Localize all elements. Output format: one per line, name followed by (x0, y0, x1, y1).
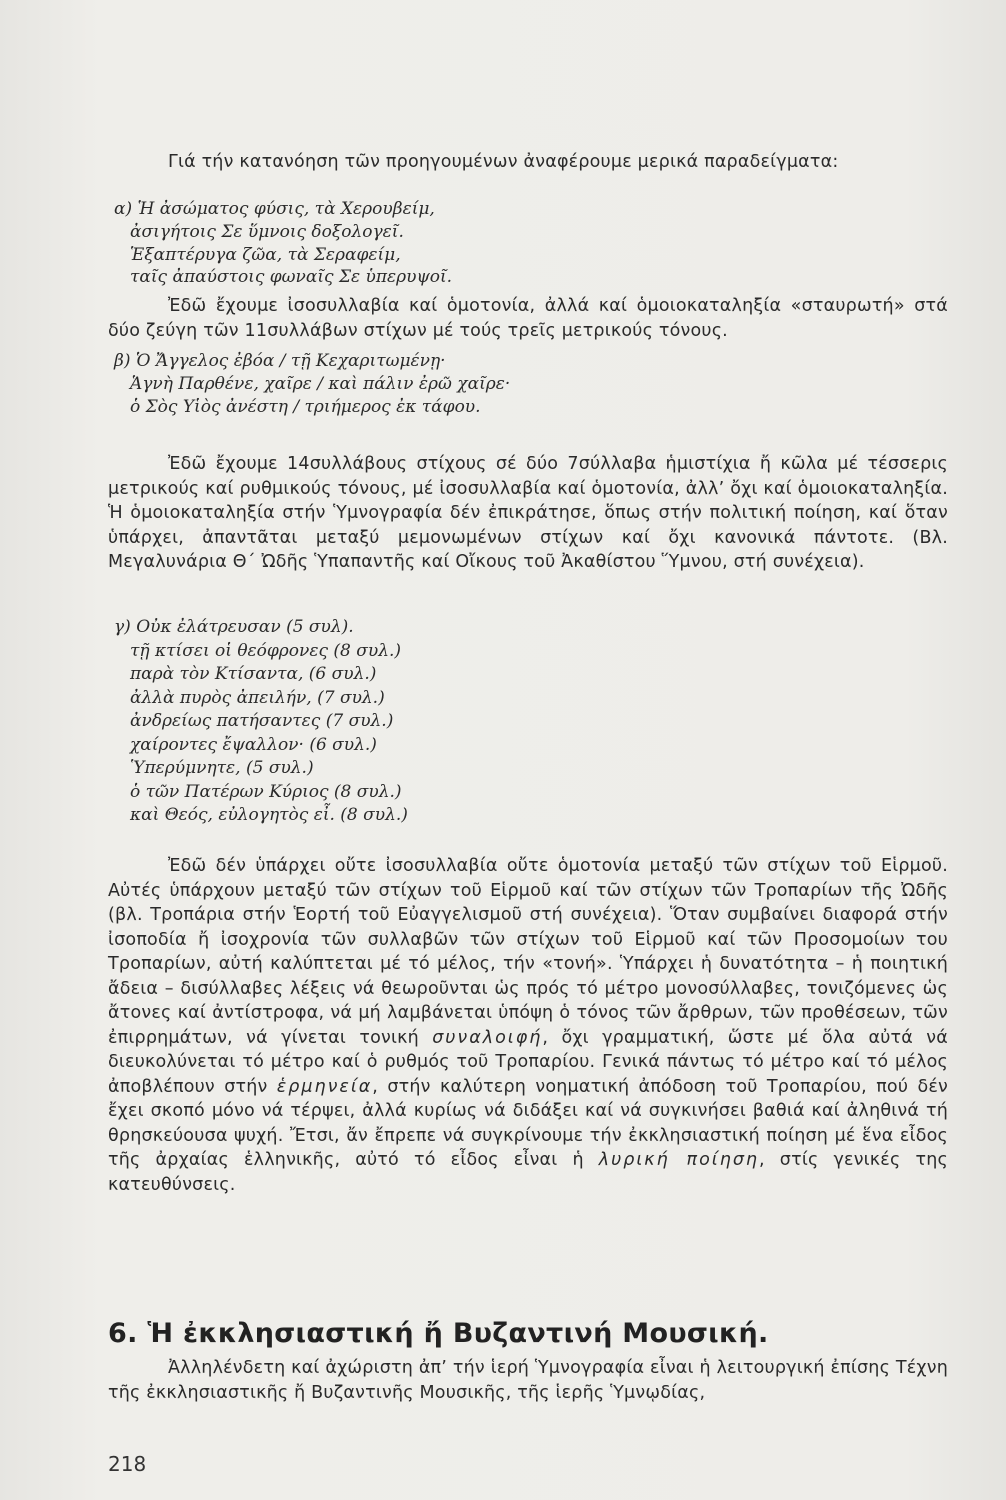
paragraph-3 (108, 854, 948, 1197)
example-b-line-2: Ἁγνὴ Παρθένε, χαῖρε / καὶ πάλιν ἐρῶ χαῖρε· (130, 373, 511, 394)
intro-paragraph (108, 150, 948, 175)
example-c-line-3: παρὰ τὸν Κτίσαντα, (6 συλ.) (130, 664, 377, 684)
paragraph-1-text: Ἐδῶ ἔχουμε ἰσοσυλλαβία καί ὁμοτονία, ἀλλά καί ὁμοιοκαταληξία «σταυρωτή» στά δύο ζεύγη τῶν 11συλλάβων στίχων μέ τούς τρεῖς μετρικούς τόνους. (108, 296, 948, 341)
paragraph-1 (108, 294, 948, 343)
paragraph-4-text: Ἀλληλένδετη καί ἀχώριστη ἀπ’ τήν ἱερή Ὑμνογραφία εἶναι ἡ λειτουργική ἐπίσης Τέχνη τῆς ἐκκλησιαστικῆς ἤ Βυζαντινῆς Μουσικῆς, τῆς ἱερῆς Ὑμνῳδίας, (108, 1358, 948, 1403)
emphasis-ermineia: ἑρμηνεία (276, 1076, 373, 1097)
example-c-line-6: χαίροντες ἔψαλλον· (6 συλ.) (130, 734, 377, 755)
section-heading: 6. Ἡ ἐκκλησιαστική ἤ Βυζαντινή Μουσική. (108, 1318, 769, 1349)
paragraph-4 (108, 1356, 948, 1405)
paragraph-2-text: Ἐδῶ ἔχουμε 14συλλάβους στίχους σέ δύο 7σύλλαβα ἡμιστίχια ἤ κῶλα μέ τέσσερις μετρικούς καί ρυθμικούς τόνους, μέ ἰσοσυλλαβία καί ὁμοτονία, ἀλλ’ ὄχι καί ὁμοιοκαταληξία. Ἡ ὁμοιοκαταληξία στήν Ὑμνογραφία δέν ἐπικράτησε, ὅπως στήν πολιτική ποίηση, καί ὅταν ὑπάρχει, ἀπαντᾶται μεταξύ μεμονωμένων στίχων καί ὄχι κανονικά πάντοτε. (Βλ. Μεγαλυνάρια Θ΄ Ὠδῆς Ὑπαπαντῆς καί Οἴκους τοῦ Ἀκαθίστου Ὕμνου, στή συνέχεια). (108, 454, 948, 572)
example-a-line-2: ἀσιγήτοις Σε ὕμνοις δοξολογεῖ. (130, 221, 404, 242)
example-b-line-1: β) Ὁ Ἄγγελος ἐβόα / τῇ Κεχαριτωμένῃ· (114, 351, 446, 371)
example-c (114, 616, 954, 828)
example-a-line-1: α) Ἡ ἀσώματος φύσις, τὰ Χερουβείμ, (114, 199, 435, 219)
example-c-line-2: τῇ κτίσει οἱ θεόφρονες (8 συλ.) (130, 640, 402, 661)
paragraph-3-part-4: , στίς γενικές της κατευθύνσεις. (108, 1150, 948, 1195)
example-c-line-4: ἀλλὰ πυρὸς ἀπειλήν, (7 συλ.) (130, 687, 385, 708)
example-b (114, 350, 954, 418)
emphasis-lyriki-poiisi: λυρική ποίηση (598, 1150, 759, 1170)
example-c-line-7: Ὑπερύμνητε, (5 συλ.) (130, 758, 314, 778)
paragraph-3-text (108, 854, 948, 1197)
example-c-line-9: καὶ Θεός, εὐλογητὸς εἶ. (8 συλ.) (130, 805, 408, 825)
example-a (114, 198, 954, 289)
page-number: 218 (108, 1452, 147, 1476)
intro-text: Γιά τήν κατανόηση τῶν προηγουμένων ἀναφέρουμε μερικά παραδείγματα: (168, 152, 839, 172)
example-c-line-8: ὁ τῶν Πατέρων Κύριος (8 συλ.) (130, 781, 402, 802)
example-c-line-5: ἀνδρείως πατήσαντες (7 συλ.) (130, 711, 394, 731)
example-c-line-1: γ) Οὐκ ἐλάτρευσαν (5 συλ). (114, 617, 354, 637)
example-b-line-3: ὁ Σὸς Υἱὸς ἀνέστη / τριήμερος ἐκ τάφου. (130, 396, 481, 417)
paragraph-3-part-1: Ἐδῶ δέν ὑπάρχει οὔτε ἰσοσυλλαβία οὔτε ὁμοτονία μεταξύ τῶν στίχων τοῦ Εἱρμοῦ. Αὐτές ὑπάρχουν μεταξύ τῶν στίχων τοῦ Εἱρμοῦ καί τῶν στίχων τῶν Τροπαρίων τῆς Ὠδῆς (βλ. Τροπάρια στήν Ἑορτή τοῦ Εὐαγγελισμοῦ στή συνέχεια). Ὅταν συμβαίνει διαφορά στήν ἰσοποδία ἤ ἰσοχρονία τῶν συλλαβῶν τῶν στίχων τοῦ Εἱρμοῦ καί τῶν Προσομοίων του Τροπαρίων, αὐτή καλύπτεται μέ τό μέλος, τήν «τονή». Ὑπάρχει ἡ δυνατότητα – ἡ ποιητική ἄδεια – δισύλλαβες λέξεις νά θεωροῦνται ὡς πρός τό μέτρο μονοσύλλαβες, τονιζόμενες ὡς ἄτονες καί ἀντίστροφα, νά μή λαμβάνεται ὑπόψη ὁ τόνος τῶν ἄρθρων, τῶν προθέσεων, τῶν ἐπιρρημάτων, νά γίνεται τονική (108, 856, 948, 1048)
example-a-line-4: ταῖς ἀπαύστοις φωναῖς Σε ὑπερυψοῖ. (130, 267, 453, 288)
paragraph-3-part-2: , ὄχι γραμματική, ὥστε μέ ὅλα αὐτά νά διευκολύνεται τό μέτρο καί ὁ ρυθμός τοῦ Τροπαρίου. Γενικά πάντως τό μέτρο καί τό μέλος ἀποβλέπουν στήν (108, 1027, 948, 1097)
emphasis-synaloiphe: συναλοιφή (432, 1027, 543, 1048)
paragraph-3-part-3: , στήν καλύτερη νοηματική ἀπόδοση τοῦ Τροπαρίου, πού δέν ἔχει σκοπό μόνο νά τέρψει, ἀλλά κυρίως νά διδάξει καί νά συγκινήσει βαθιά καί ἀληθινά τή θρησκεύουσα ψυχή. Ἔτσι, ἄν ἔπρεπε νά συγκρίνουμε τήν ἐκκλησιαστική ποίηση μέ ἕνα εἶδος τῆς ἀρχαίας ἑλληνικῆς, αὐτό τό εἶδος εἶναι ἡ (108, 1076, 948, 1170)
example-a-line-3: Ἑξαπτέρυγα ζῶα, τὰ Σεραφείμ, (130, 244, 401, 265)
paragraph-2 (108, 452, 948, 575)
